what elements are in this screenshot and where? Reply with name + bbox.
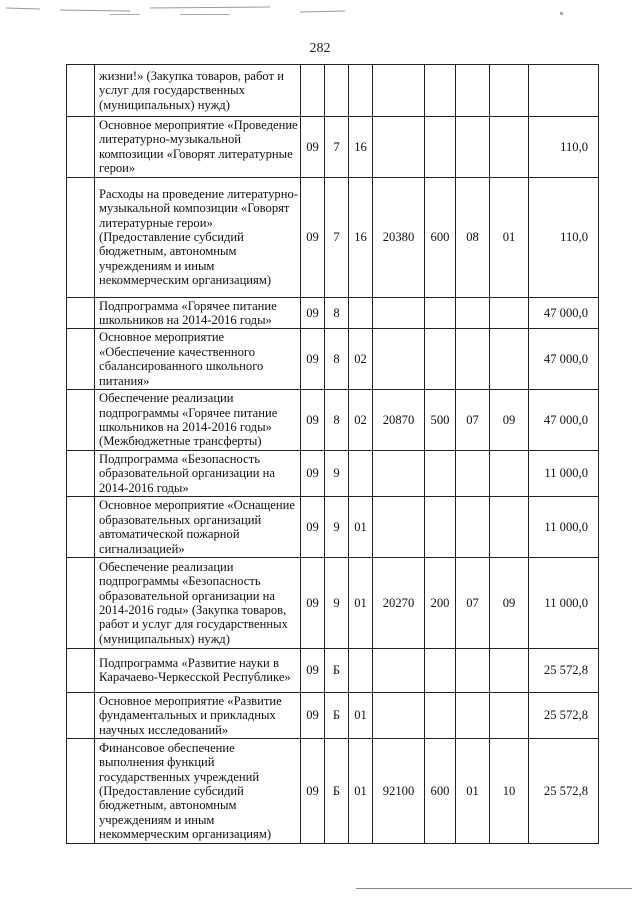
amount-cell: 11 000,0: [529, 451, 599, 497]
name-cell: Подпрограмма «Безопасность образовательной организации на 2014-2016 годы»: [95, 451, 301, 497]
direction-cell: [373, 497, 425, 558]
expense-type-cell: [425, 497, 456, 558]
section-cell: [456, 297, 490, 329]
section-cell: [456, 692, 490, 738]
subsection-cell: [490, 497, 529, 558]
amount-cell: 25 572,8: [529, 692, 599, 738]
direction-cell: [373, 117, 425, 178]
subsection-cell: [490, 297, 529, 329]
table-row: [67, 329, 599, 390]
event-cell: 16: [349, 177, 373, 297]
name-cell: Основное мероприятие «Оснащение образовательных организаций автоматической пожарной сигнализацией»: [95, 497, 301, 558]
amount-cell: 11 000,0: [529, 557, 599, 648]
event-cell: 01: [349, 497, 373, 558]
amount-cell: 11 000,0: [529, 497, 599, 558]
code-cell: 09: [301, 390, 325, 451]
subprogram-cell: 9: [325, 451, 349, 497]
subsection-cell: 01: [490, 177, 529, 297]
event-cell: 02: [349, 390, 373, 451]
table-row: [67, 648, 599, 692]
row-marker-cell: [67, 692, 95, 738]
expense-type-cell: [425, 65, 456, 117]
subprogram-cell: Б: [325, 648, 349, 692]
bottom-rule: [356, 888, 632, 889]
subsection-cell: [490, 65, 529, 117]
row-marker-cell: [67, 451, 95, 497]
amount-cell: 110,0: [529, 117, 599, 178]
row-marker-cell: [67, 557, 95, 648]
expense-type-cell: [425, 117, 456, 178]
code-cell: 09: [301, 739, 325, 844]
name-cell: Подпрограмма «Развитие науки в Карачаево-Черкесской Республике»: [95, 648, 301, 692]
code-cell: 09: [301, 648, 325, 692]
code-cell: [301, 65, 325, 117]
section-cell: [456, 648, 490, 692]
table-row: [67, 177, 599, 297]
subprogram-cell: 8: [325, 390, 349, 451]
code-cell: 09: [301, 117, 325, 178]
event-cell: [349, 451, 373, 497]
name-cell: Основное мероприятие «Проведение литературно-музыкальной композиции «Говорят литературные герои»: [95, 117, 301, 178]
subsection-cell: 09: [490, 557, 529, 648]
row-marker-cell: [67, 177, 95, 297]
code-cell: 09: [301, 692, 325, 738]
row-marker-cell: [67, 390, 95, 451]
subprogram-cell: 8: [325, 329, 349, 390]
event-cell: [349, 648, 373, 692]
subsection-cell: [490, 692, 529, 738]
subprogram-cell: 9: [325, 557, 349, 648]
name-cell: Обеспечение реализации подпрограммы «Безопасность образовательной организации на 2014-2016 годы» (Закупка товаров, работ и услуг для государственных (муниципальных) нужд): [95, 557, 301, 648]
section-cell: [456, 329, 490, 390]
section-cell: 08: [456, 177, 490, 297]
table-row: [67, 117, 599, 178]
row-marker-cell: [67, 497, 95, 558]
row-marker-cell: [67, 739, 95, 844]
direction-cell: 20270: [373, 557, 425, 648]
scan-noise: [0, 2, 640, 22]
table-row: [67, 451, 599, 497]
direction-cell: [373, 329, 425, 390]
expense-type-cell: 200: [425, 557, 456, 648]
subprogram-cell: Б: [325, 692, 349, 738]
table-row: [67, 497, 599, 558]
name-cell: жизни!» (Закупка товаров, работ и услуг для государственных (муниципальных) нужд): [95, 65, 301, 117]
event-cell: 16: [349, 117, 373, 178]
row-marker-cell: [67, 329, 95, 390]
name-cell: Расходы на проведение литературно-музыкальной композиции «Говорят литературные герои» (Предоставление субсидий бюджетным, автономным учреждениям и иным некоммерческим организациям): [95, 177, 301, 297]
table-body: [67, 65, 599, 844]
code-cell: 09: [301, 451, 325, 497]
subprogram-cell: 7: [325, 177, 349, 297]
row-marker-cell: [67, 65, 95, 117]
code-cell: 09: [301, 557, 325, 648]
table-row: [67, 390, 599, 451]
event-cell: 01: [349, 692, 373, 738]
expense-type-cell: [425, 648, 456, 692]
subprogram-cell: Б: [325, 739, 349, 844]
expense-type-cell: [425, 451, 456, 497]
table-row: [67, 739, 599, 844]
expense-type-cell: 600: [425, 177, 456, 297]
page-number: 282: [309, 41, 331, 56]
table-row: [67, 65, 599, 117]
name-cell: Финансовое обеспечение выполнения функций государственных учреждений (Предоставление субсидий бюджетным, автономным учреждениям и иным некоммерческим организациям): [95, 739, 301, 844]
subprogram-cell: [325, 65, 349, 117]
table-row: [67, 297, 599, 329]
event-cell: 01: [349, 739, 373, 844]
expense-type-cell: 600: [425, 739, 456, 844]
direction-cell: 20870: [373, 390, 425, 451]
section-cell: 01: [456, 739, 490, 844]
subsection-cell: 09: [490, 390, 529, 451]
amount-cell: 25 572,8: [529, 739, 599, 844]
budget-table: [66, 64, 599, 844]
event-cell: [349, 297, 373, 329]
event-cell: [349, 65, 373, 117]
subsection-cell: [490, 451, 529, 497]
code-cell: 09: [301, 497, 325, 558]
subprogram-cell: 8: [325, 297, 349, 329]
section-cell: [456, 497, 490, 558]
subprogram-cell: 9: [325, 497, 349, 558]
amount-cell: 47 000,0: [529, 297, 599, 329]
subsection-cell: [490, 329, 529, 390]
amount-cell: 110,0: [529, 177, 599, 297]
section-cell: 07: [456, 557, 490, 648]
expense-type-cell: [425, 297, 456, 329]
code-cell: 09: [301, 329, 325, 390]
code-cell: 09: [301, 177, 325, 297]
amount-cell: [529, 65, 599, 117]
expense-type-cell: [425, 692, 456, 738]
name-cell: Подпрограмма «Горячее питание школьников на 2014-2016 годы»: [95, 297, 301, 329]
direction-cell: [373, 692, 425, 738]
event-cell: 02: [349, 329, 373, 390]
subsection-cell: [490, 117, 529, 178]
amount-cell: 25 572,8: [529, 648, 599, 692]
direction-cell: [373, 297, 425, 329]
expense-type-cell: [425, 329, 456, 390]
section-cell: [456, 451, 490, 497]
name-cell: Основное мероприятие «Развитие фундаментальных и прикладных научных исследований»: [95, 692, 301, 738]
table-row: [67, 692, 599, 738]
section-cell: 07: [456, 390, 490, 451]
name-cell: Основное мероприятие «Обеспечение качественного сбалансированного школьного питания»: [95, 329, 301, 390]
name-cell: Обеспечение реализации подпрограммы «Горячее питание школьников на 2014-2016 годы» (Межбюджетные трансферты): [95, 390, 301, 451]
row-marker-cell: [67, 297, 95, 329]
direction-cell: 92100: [373, 739, 425, 844]
direction-cell: [373, 451, 425, 497]
subsection-cell: 10: [490, 739, 529, 844]
expense-type-cell: 500: [425, 390, 456, 451]
table-row: [67, 557, 599, 648]
subprogram-cell: 7: [325, 117, 349, 178]
amount-cell: 47 000,0: [529, 390, 599, 451]
direction-cell: 20380: [373, 177, 425, 297]
row-marker-cell: [67, 117, 95, 178]
direction-cell: [373, 648, 425, 692]
code-cell: 09: [301, 297, 325, 329]
event-cell: 01: [349, 557, 373, 648]
subsection-cell: [490, 648, 529, 692]
section-cell: [456, 65, 490, 117]
row-marker-cell: [67, 648, 95, 692]
section-cell: [456, 117, 490, 178]
direction-cell: [373, 65, 425, 117]
amount-cell: 47 000,0: [529, 329, 599, 390]
